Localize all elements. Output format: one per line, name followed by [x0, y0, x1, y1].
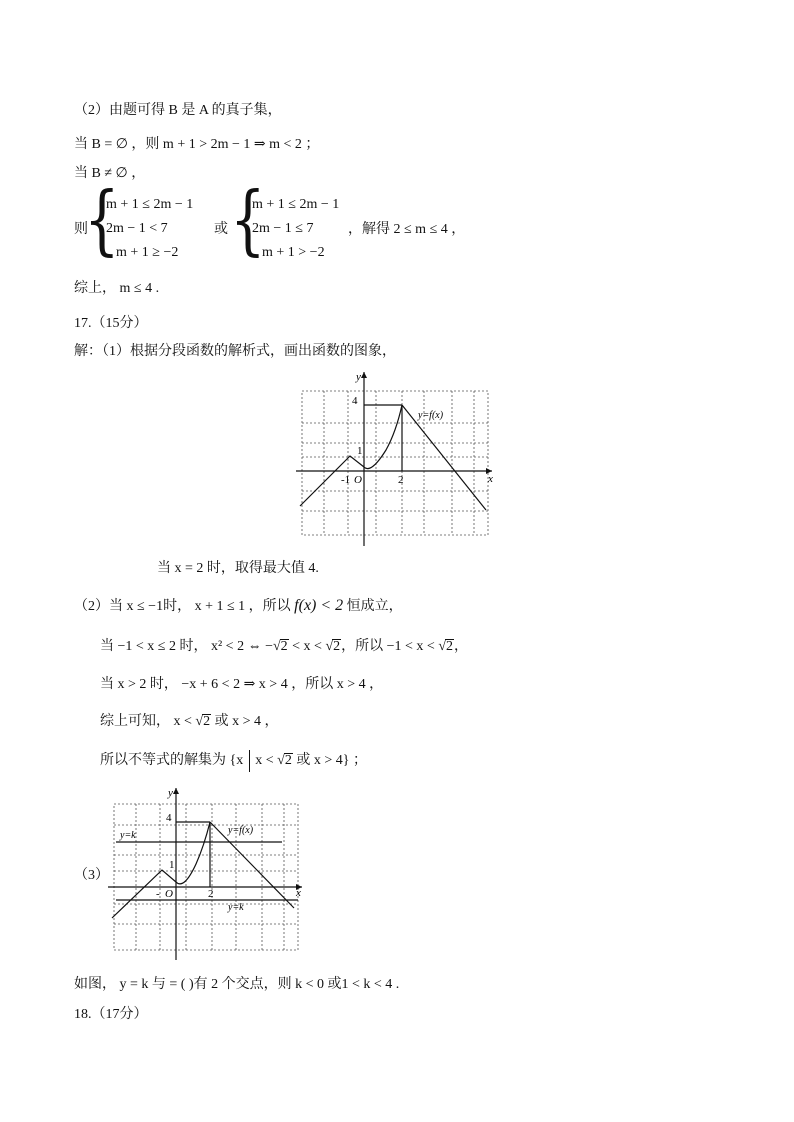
- system-2-row-1: m + 1 ≤ 2m − 1: [252, 197, 340, 212]
- function-graph-2: [106, 784, 306, 962]
- q17-p2-line4-b: 或 x > 4 ，: [214, 714, 279, 729]
- part2-or: 或: [214, 222, 228, 237]
- q17-p2-line2: 当 −1 < x ≤ 2 时， x² < 2 ⇔ −√2 < x < √2，所以 −1 < x < √2，: [100, 639, 469, 654]
- grid-2: [114, 804, 298, 950]
- curve-label-2: y=f(x): [228, 825, 254, 836]
- tick-2-2: 2: [208, 888, 214, 900]
- sqrt-2-a: 2: [280, 639, 288, 654]
- q17-p2-line1-b: f(x) < 2: [294, 597, 344, 614]
- part2-intro: （2）由题可得 B 是 A 的真子集，: [74, 103, 282, 118]
- system-1-row-2: 2m − 1 < 7: [106, 221, 168, 236]
- q17-p2-line3: 当 x > 2 时， −x + 6 < 2 ⇒ x > 4 ，所以 x > 4 ，: [100, 677, 384, 692]
- part2-result: ，解得 2 ≤ m ≤ 4 ，: [348, 222, 466, 237]
- y-arrow-2: [173, 788, 179, 794]
- function-graph-1: [294, 368, 499, 548]
- q17-p2-line5-c: 或 x > 4} ；: [296, 753, 367, 769]
- x-label-2: x: [296, 887, 301, 899]
- curve-segment-right-1: [402, 405, 486, 510]
- set-bar: [249, 750, 250, 772]
- tick-1-1: 1: [357, 445, 363, 457]
- tick-4-1: 4: [352, 395, 358, 407]
- label-y-k-lower: y=k: [228, 902, 244, 913]
- grid-1: [302, 391, 488, 535]
- x-label-1: x: [488, 473, 493, 485]
- curve-label-1: y=f(x): [418, 410, 444, 421]
- q17-p3-text: 如图， y = k 与 = ( )有 2 个交点，则 k < 0 或1 < k < 4 .: [74, 977, 400, 992]
- sqrt-2-c: 2: [446, 639, 454, 654]
- part2-case-nonempty: 当 B ≠ ∅ ，: [74, 166, 146, 181]
- brace-left-1: {: [84, 176, 120, 265]
- q17-p3-label: （3）: [74, 868, 109, 883]
- origin-1: O: [354, 474, 362, 486]
- sqrt-2-e: 2: [284, 753, 292, 769]
- q17-p2-line4-a: 综上可知， x <: [100, 714, 192, 729]
- y-label-2: y: [168, 787, 173, 799]
- q17-p2-line4: 综上可知， x < √2 或 x > 4 ，: [100, 714, 279, 729]
- system-2-row-2: 2m − 1 ≤ 7: [252, 221, 314, 236]
- system-1: [106, 193, 193, 265]
- system-1-row-3: m + 1 ≥ −2: [116, 245, 179, 260]
- tick-neg1-1: -1: [341, 474, 351, 486]
- part2-then: 则: [74, 222, 88, 237]
- q17-solution-1: 解：（1）根据分段函数的解析式，画出函数的图象，: [74, 344, 396, 359]
- q17-p2-line5: 所以不等式的解集为 {x x < √2 或 x > 4} ；: [100, 750, 367, 772]
- curve-segment-mid-2: [176, 822, 210, 884]
- q17-p2-line5-b: x <: [255, 753, 274, 769]
- brace-left-2: {: [230, 176, 266, 265]
- y-label-1: y: [356, 371, 361, 383]
- q17-p2-line5-a: 所以不等式的解集为 {x: [100, 753, 244, 769]
- q17-max-text: 当 x = 2 时，取得最大值 4.: [157, 561, 319, 576]
- q17-p2-line1: [74, 596, 403, 617]
- origin-2: O: [165, 888, 173, 900]
- q17-p2-line1-c: 恒成立，: [346, 599, 403, 614]
- q18-header: 18.（17分）: [74, 1007, 148, 1022]
- tick-4-2: 4: [166, 812, 172, 824]
- part2-summary: 综上， m ≤ 4 .: [74, 281, 160, 296]
- system-1-row-1: m + 1 ≤ 2m − 1: [106, 197, 194, 212]
- q17-p2-line2-a: 当 −1 < x ≤ 2 时， x² < 2 ⇔ −: [100, 639, 273, 654]
- q17-p2-line1-a: （2）当 x ≤ −1时， x + 1 ≤ 1 ，所以: [74, 599, 291, 614]
- label-y-k-upper: y=k: [120, 830, 136, 841]
- y-arrow-1: [361, 372, 367, 378]
- part2-case-empty: 当 B = ∅ ，则 m + 1 > 2m − 1 ⇒ m < 2 ；: [74, 137, 320, 152]
- sqrt-2-b: 2: [333, 639, 341, 654]
- q17-p2-line2-d: ，所以 −1 < x <: [341, 639, 435, 654]
- tick-2-1: 2: [398, 474, 404, 486]
- tick-1-2: 1: [169, 859, 175, 871]
- curve-segment-mid-1: [364, 405, 402, 469]
- q17-header: 17.（15分）: [74, 316, 148, 331]
- tick-neg1-2: -: [156, 888, 160, 900]
- system-2-row-3: m + 1 > −2: [262, 245, 325, 260]
- q17-p2-line2-c: < x <: [292, 639, 322, 654]
- system-2: [252, 193, 339, 265]
- sqrt-2-d: 2: [203, 714, 211, 729]
